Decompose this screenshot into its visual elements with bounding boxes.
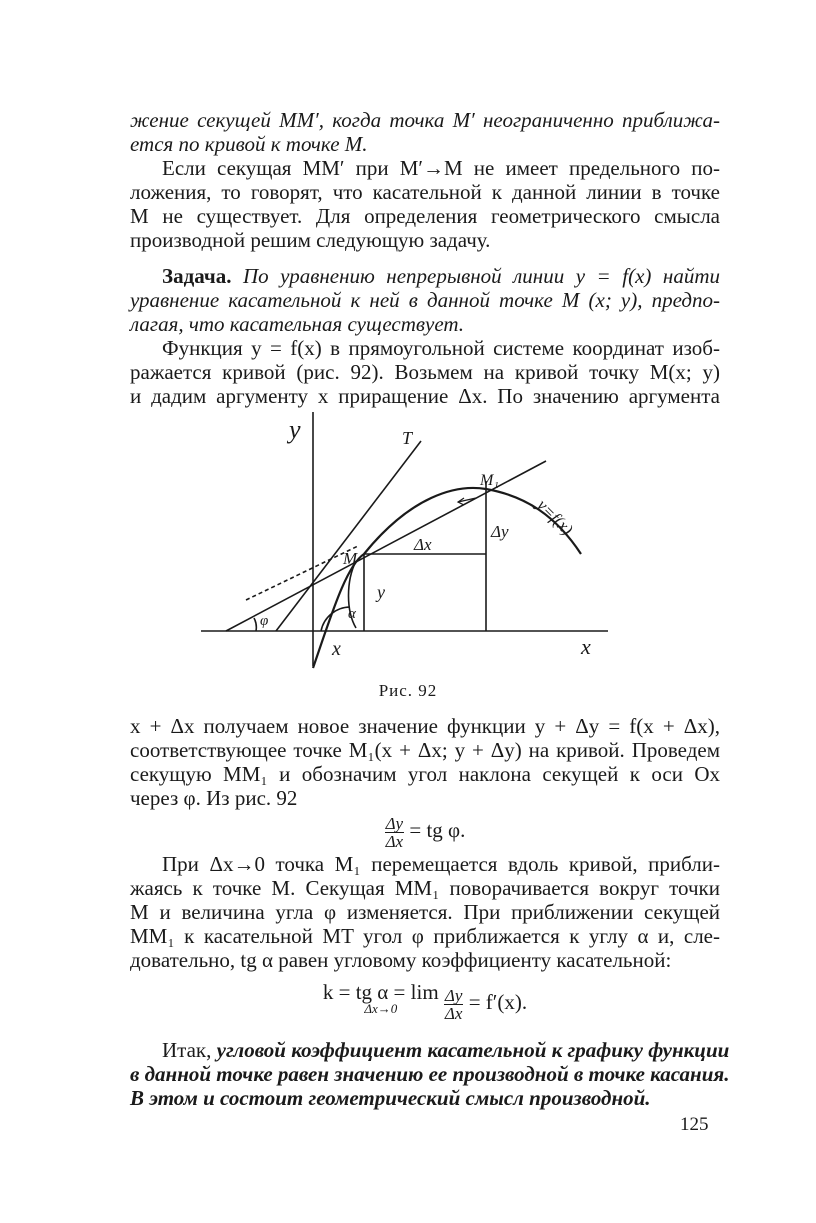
label-T: T (402, 428, 413, 448)
formula-1 (130, 810, 720, 850)
text-line: Функция y = f(x) в прямоугольной системе координат изоб- (162, 336, 720, 360)
label-y-axis: y (289, 415, 301, 444)
conclusion-line (162, 1038, 730, 1062)
text-line: Если секущая MM′ при M′→M не имеет предельного по- (162, 156, 720, 180)
text-line: ложения, то говорят, что касательной к данной линии в точке (130, 180, 720, 204)
fraction-numerator: Δy (385, 813, 404, 833)
label-curve: y=f(x) (533, 495, 577, 539)
text-line: в данной точке равен значению ее производной в точке касания. (130, 1062, 730, 1086)
text-line: жение секущей MM′, когда точка M′ неограниченно приближа- (130, 108, 720, 132)
label-dx: Δx (414, 535, 432, 554)
task-text: По уравнению непрерывной линии y = f(x) найти (242, 264, 720, 288)
alpha-arc (321, 607, 350, 631)
text-line: x + Δx получаем новое значение функции y + Δy = f(x + Δx), (130, 714, 720, 738)
label-y-segment: y (377, 582, 385, 602)
text-line: M не существует. Для определения геометрического смысла (130, 204, 720, 228)
task-line (162, 264, 720, 288)
fraction (385, 815, 405, 850)
fraction-numerator: Δy (444, 985, 463, 1005)
fraction-denominator: Δx (444, 1003, 463, 1023)
label-dy: Δy (491, 522, 509, 541)
page-number: 125 (680, 1114, 709, 1135)
text-line: ражается кривой (рис. 92). Возьмем на кривой точку M(x; y) (130, 360, 720, 384)
formula-lhs: k = tg α = lim (322, 980, 439, 1004)
text-line: В этом и состоит геометрический смысл производной. (130, 1086, 651, 1110)
conclusion-text: угловой коэффициент касательной к графику функции (216, 1038, 730, 1062)
text-line: ется по кривой к точке M. (130, 132, 368, 156)
text-line: секущую MM₁ и обозначим угол наклона секущей к оси Ox (130, 762, 720, 786)
formula-2 (130, 982, 720, 1026)
text-line: и дадим аргументу x приращение Δx. По значению аргумента (130, 384, 720, 408)
formula-rhs: = f′(x). (468, 990, 528, 1014)
phi-arc (254, 618, 256, 631)
text-line: производной решим следующую задачу. (130, 228, 491, 252)
task-label: Задача. (162, 264, 232, 288)
label-phi: φ (260, 613, 269, 629)
limit (323, 982, 439, 1016)
figure-92 (196, 406, 616, 676)
label-M: M (343, 549, 358, 568)
text-line: лагая, что касательная существует. (130, 312, 465, 336)
text-line: через φ. Из рис. 92 (130, 786, 298, 810)
fraction (444, 987, 464, 1022)
text-line: довательно, tg α равен угловому коэффициенту касательной: (130, 948, 672, 972)
limit-subscript: Δx→0 (364, 1001, 398, 1016)
text-line: соответствующее точке M₁(x + Δx; y + Δy) на кривой. Проведем (130, 738, 720, 762)
fraction-denominator: Δx (385, 831, 404, 851)
text-line: При Δx→0 точка M₁ перемещается вдоль кривой, прибли- (162, 852, 720, 876)
text-line: M и величина угла φ изменяется. При приближении секущей (130, 900, 720, 924)
label-x-axis: x (581, 634, 591, 659)
text-line: жаясь к точке M. Секущая MM₁ поворачивается вокруг точки (130, 876, 720, 900)
text-line: MM₁ к касательной MT угол φ приближается к углу α и, сле- (130, 924, 720, 948)
label-M1: M₁ (480, 472, 499, 489)
figure-caption: Рис. 92 (378, 681, 438, 700)
label-alpha: α (348, 606, 356, 622)
formula-rhs: = tg φ. (409, 818, 466, 842)
conclusion-start: Итак, (162, 1038, 212, 1062)
text-line: уравнение касательной к ней в данной точке M (x; y), предпо- (130, 288, 720, 312)
label-x-tick: x (332, 638, 341, 660)
